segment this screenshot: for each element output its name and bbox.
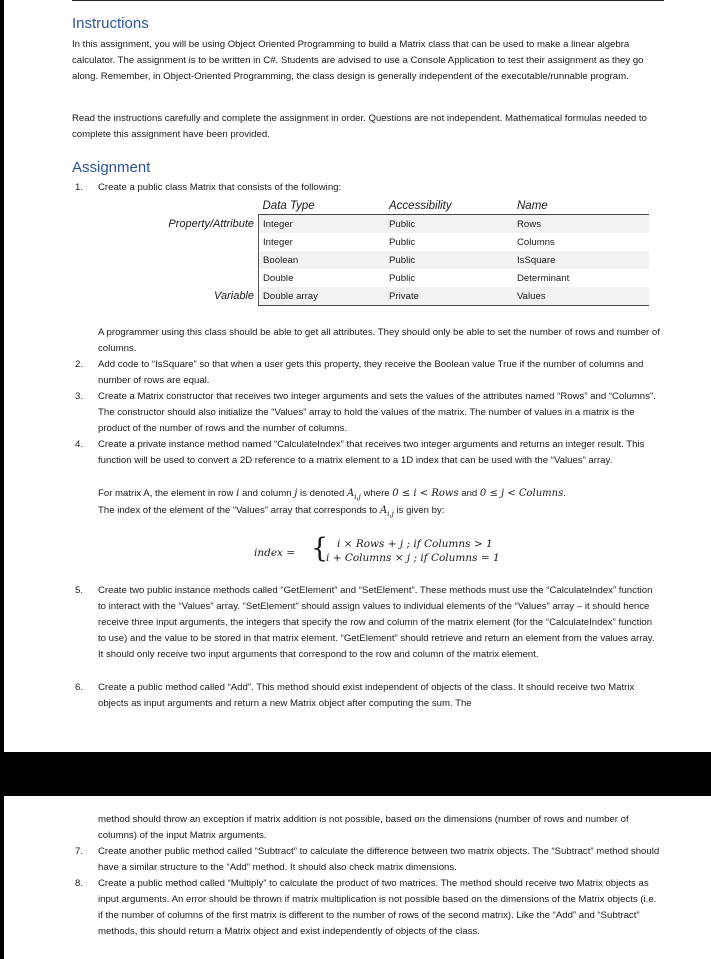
instructions-paragraph-2: Read the instructions carefully and complete the assignment in order. Questions are not independent. Mathematical formulas needed to complete this assignment have been provided. [72,113,647,140]
cell-name: Values [513,287,649,306]
cell-data-type: Double [263,272,294,284]
table-row [74,287,649,306]
header-data-type: Data Type [259,197,386,215]
cell-name: Determinant [517,272,570,284]
cell-accessibility: Private [385,287,513,306]
math-col-range: 0 ≤ j < Columns [479,488,564,499]
math-aij: $A_{i,j}$ [379,505,394,518]
item-4-math-line-2: The index of the element of the “Values” array that corresponds to $A_{i,j}$ is given by: [98,505,445,518]
cell-data-type: Double array [259,287,386,306]
table-row [74,233,649,251]
header-name: Name [513,197,649,215]
row-label: Property/Attribute [74,215,259,234]
cell-name: Rows [513,215,649,234]
cell-data-type: Boolean [259,251,386,269]
document-page-1 [4,0,711,752]
instructions-heading: Instructions [72,15,149,32]
formula-case-1: i × Rows + j ; if Columns > 1 [337,538,493,550]
row-label [74,251,259,269]
instructions-paragraph-1: In this assignment, you will be using Object Oriented Programming to build a Matrix class that can be used to make a linear algebra calculator. The assignment is to be written in C#. Students are advised to use a Console Application to test their assignment as they go along. Remember, in Object-Oriented Programming, the class design is generally independent of the executable/runnable program. [72,39,644,82]
document-page-2 [4,796,711,959]
item-6-continued: method should throw an exception if matrix addition is not possible, based on the dimensions (number of rows and number of columns) of the input Matrix arguments. [98,814,629,841]
cell-data-type: Integer [259,215,386,234]
table-row [74,251,649,269]
list-number: 2. [75,359,84,370]
class-members-table [74,197,649,306]
row-label: Variable [74,287,259,306]
formula-brace: { [311,533,329,564]
list-text: Create a public class Matrix that consists of the following: [98,182,342,193]
item-1-note: A programmer using this class should be able to get all attributes. They should only be able to set the number of rows and number of columns. [98,327,660,354]
math-row-range: 0 ≤ i < Rows [392,488,459,499]
math-aij: $A_{i,j}$ [346,488,361,501]
list-number: 4. [75,439,84,450]
formula-lhs: index = [254,547,296,559]
cell-accessibility: Public [385,215,513,234]
table-row [74,215,649,234]
header-accessibility: Accessibility [385,197,513,215]
list-text: Create another public method called “Subtract” to calculate the difference between two matrix objects. The “Subtract” method should have a similar structure to the “Add” method. It should also check matrix dimensions. [98,846,660,873]
list-number: 3. [75,391,84,402]
row-label [74,233,259,251]
cell-accessibility: Public [385,251,513,269]
list-text: Create a private instance method named “CalculateIndex” that receives two integer arguments and returns an integer result. This function will be used to convert a 2D reference to a matrix element to a 1D index that can be used with the “Values” array. [98,439,645,466]
list-number: 7. [75,846,84,857]
list-number: 5. [75,585,84,596]
cell-name: Columns [517,236,555,248]
list-text: Create a public method called “Multiply” to calculate the product of two matrices. The method should receive two Matrix objects as input arguments. An error should be thrown if matrix multiplication is not possible based on the dimensions of the Matrix objects (i.e. if the number of columns of the first matrix is different to the number of rows of the second matrix). Like the “Add” and “Subtract” methods, this should return a Matrix object and exist independently of objects of the class. [98,878,657,937]
cell-accessibility: Public [389,272,416,284]
list-text: Add code to “IsSquare” so that when a user gets this property, they receive the Boolean value True if the number of columns and number of rows are equal. [98,359,644,386]
list-number: 8. [75,878,84,889]
cell-accessibility: Public [389,236,416,248]
cell-data-type: Integer [263,236,293,248]
list-number: 6. [75,682,84,693]
list-text: Create two public instance methods called “GetElement” and “SetElement”. These methods must use the “CalculateIndex” function to interact with the “Values” array. “SetElement” should assign values to individual elements of the “Values” array – it should hence receive three input arguments, the integers that specify the row and column of the matrix element (for the “CalculateIndex” function to use) and the value to be stored in that matrix element. “GetElement” should retrieve and return an element from the values array. It should only receive two input arguments that correspond to the row and column of the matrix element. [98,585,655,660]
list-text: Create a Matrix constructor that receives two integer arguments and sets the values of the attributes named “Rows” and “Columns”. The constructor should also initialize the “Values” array to hold the values of the matrix. The number of values in a matrix is the product of the number of rows and the number of columns. [98,391,656,434]
table-row [74,269,649,287]
math-i: i [236,488,240,499]
item-4-math-line-1: For matrix A, the element in row i and column j is denoted $A_{i,j}$ where 0 ≤ i < Rows and 0 ≤ j < Columns. [98,488,566,501]
row-label [74,269,259,287]
list-text: Create a public method called “Add”. This method should exist independent of objects of the class. It should receive two Matrix objects as input arguments and return a new Matrix object after computing the sum. The [98,682,635,709]
cell-name: IsSquare [513,251,649,269]
math-j: j [294,488,298,499]
assignment-heading: Assignment [72,159,151,176]
table-header-row [74,197,649,215]
formula-case-2: i + Columns × j ; if Columns = 1 [326,552,500,564]
list-number: 1. [75,182,84,193]
page-top-rule [72,0,664,1]
